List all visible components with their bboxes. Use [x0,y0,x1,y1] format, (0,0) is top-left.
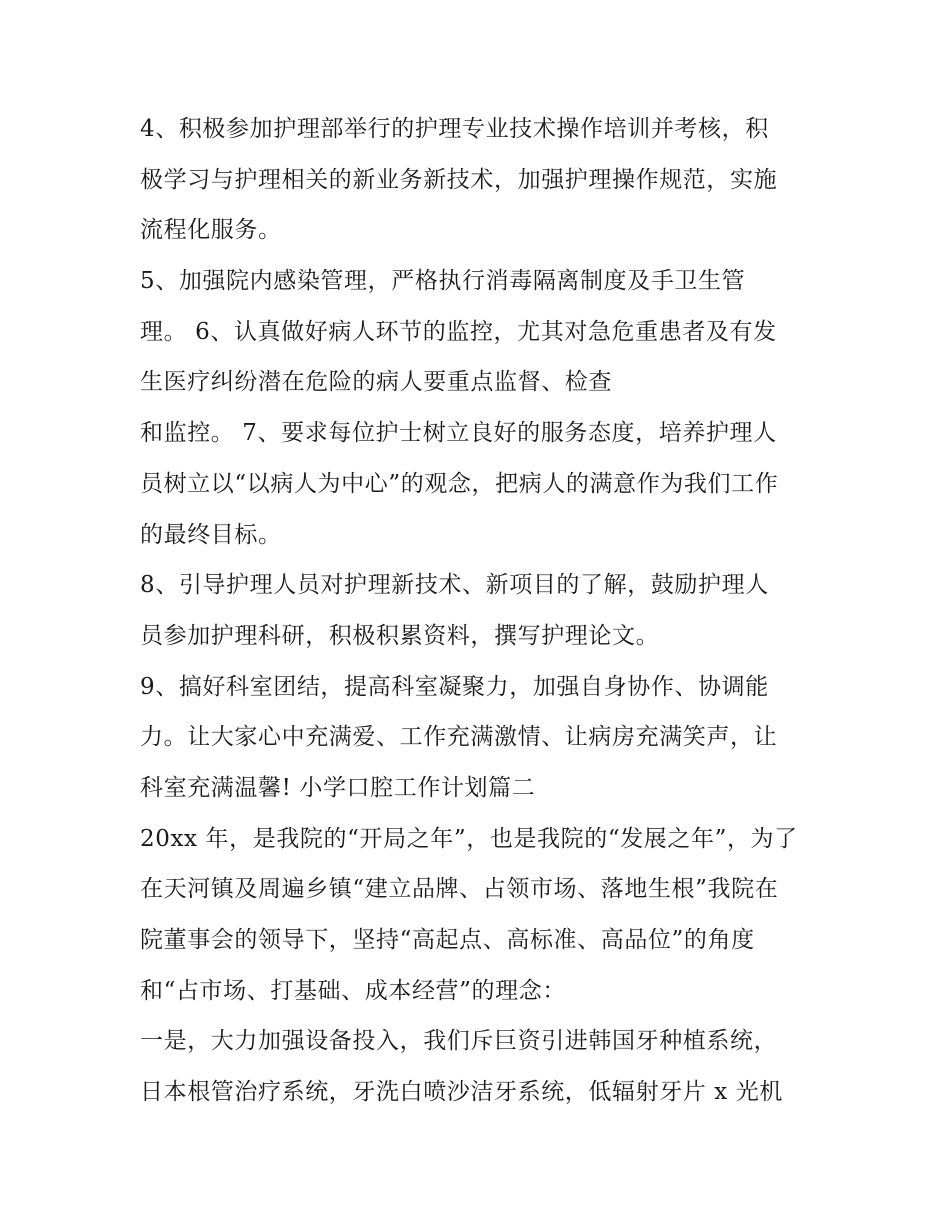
text-line: 的最终目标。 [140,521,282,548]
text-line: 员树立以“以病人为中心”的观念，把病人的满意作为我们工作 [140,470,779,497]
text-line: 一是，大力加强设备投入，我们斥巨资引进韩国牙种植系统， [140,1028,778,1055]
text-line: 院董事会的领导下，坚持“高起点、高标准、高品位”的角度 [140,927,755,953]
text-line: 20xx 年，是我院的“开局之年”，也是我院的“发展之年”，为了 [140,825,798,852]
document-body [140,104,820,1118]
text-line: 力。让大家心中充满爱、工作充满激情、让病房充满笑声，让 [140,724,778,751]
text-line: 生医疗纠纷潜在危险的病人要重点监督、检查 [140,369,612,396]
text-line: 理。 6、认真做好病人环节的监控，尤其对急危重患者及有发 [140,318,777,345]
text-line: 极学习与护理相关的新业务新技术，加强护理操作规范，实施 [140,166,778,193]
text-line: 8、引导护理人员对护理新技术、新项目的了解，鼓励护理人 [140,572,769,599]
text-line: 流程化服务。 [140,217,282,244]
text-line: 和监控。 7、要求每位护士树立良好的服务态度，培养护理人 [140,420,777,447]
text-line: 5、加强院内感染管理，严格执行消毒隔离制度及手卫生管 [140,268,746,295]
text-line: 科室充满温馨! 小学口腔工作计划篇二 [140,774,536,801]
text-line: 4、积极参加护理部举行的护理专业技术操作培训并考核，积 [140,116,769,142]
text-line: 日本根管治疗系统，牙洗白喷沙洁牙系统，低辐射牙片 x 光机 [140,1079,783,1106]
text-line: 和“占市场、打基础、成本经营”的理念： [140,977,566,1004]
text-line: 员参加护理科研，积极积累资料，撰写护理论文。 [140,622,660,649]
text-line: 9、搞好科室团结，提高科室凝聚力，加强自身协作、协调能 [140,673,769,700]
text-line: 在天河镇及周遍乡镇“建立品牌、占领市场、落地生根”我院在 [140,876,779,903]
